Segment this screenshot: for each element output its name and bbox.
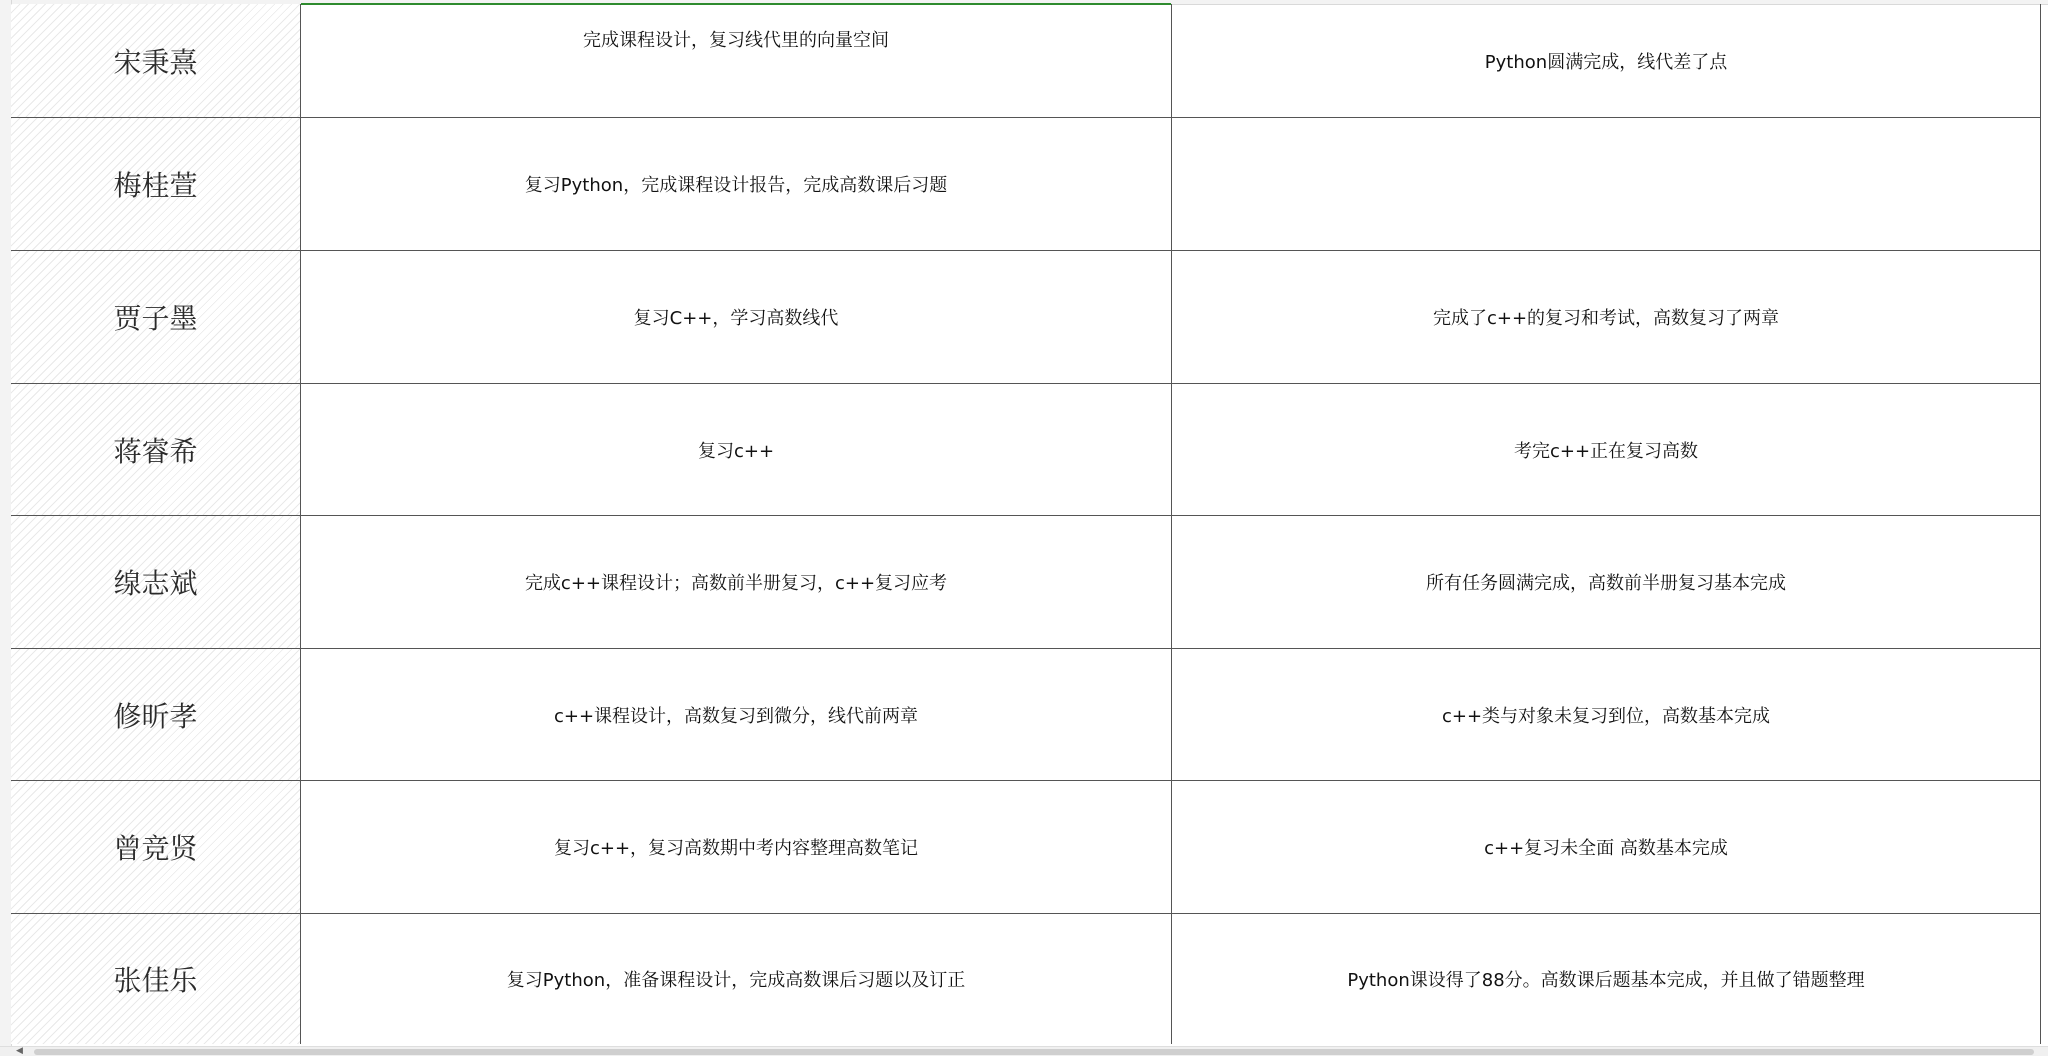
- chevron-left-icon[interactable]: ◀: [16, 1046, 23, 1056]
- table-row: [11, 649, 2041, 781]
- result-cell[interactable]: 完成了c++的复习和考试，高数复习了两章: [1172, 251, 2041, 383]
- plan-cell[interactable]: 完成课程设计，复习线代里的向量空间: [301, 4, 1172, 117]
- result-cell[interactable]: Python圆满完成，线代差了点: [1172, 4, 2041, 117]
- name-cell[interactable]: 缐志斌: [11, 516, 301, 648]
- table-row: [11, 384, 2041, 516]
- plan-cell[interactable]: 复习Python，完成课程设计报告，完成高数课后习题: [301, 118, 1172, 250]
- name-cell[interactable]: 梅桂萱: [11, 118, 301, 250]
- cell-grid: [11, 4, 2041, 1044]
- plan-cell[interactable]: 复习C++，学习高数线代: [301, 251, 1172, 383]
- name-cell[interactable]: 张佳乐: [11, 914, 301, 1044]
- result-cell[interactable]: [1172, 118, 2041, 250]
- name-cell[interactable]: 宋秉熹: [11, 4, 301, 117]
- plan-cell[interactable]: 复习Python，准备课程设计，完成高数课后习题以及订正: [301, 914, 1172, 1044]
- result-cell[interactable]: Python课设得了88分。高数课后题基本完成，并且做了错题整理: [1172, 914, 2041, 1044]
- plan-cell[interactable]: 复习c++: [301, 384, 1172, 515]
- name-cell[interactable]: 修昕孝: [11, 649, 301, 780]
- plan-cell[interactable]: c++课程设计，高数复习到微分，线代前两章: [301, 649, 1172, 780]
- active-cell-indicator: [301, 3, 1171, 5]
- plan-cell[interactable]: 复习c++，复习高数期中考内容整理高数笔记: [301, 781, 1172, 913]
- plan-cell[interactable]: 完成c++课程设计；高数前半册复习，c++复习应考: [301, 516, 1172, 648]
- scrollbar-thumb[interactable]: [34, 1049, 2034, 1055]
- table-row: [11, 251, 2041, 384]
- name-cell[interactable]: 曾竞贤: [11, 781, 301, 913]
- table-row: [11, 781, 2041, 914]
- result-cell[interactable]: 所有任务圆满完成，高数前半册复习基本完成: [1172, 516, 2041, 648]
- result-cell[interactable]: c++类与对象未复习到位，高数基本完成: [1172, 649, 2041, 780]
- result-cell[interactable]: 考完c++正在复习高数: [1172, 384, 2041, 515]
- table-row: [11, 4, 2041, 118]
- table-row: [11, 118, 2041, 251]
- name-cell[interactable]: 蒋睿希: [11, 384, 301, 515]
- result-cell[interactable]: c++复习未全面 高数基本完成: [1172, 781, 2041, 913]
- table-row: [11, 516, 2041, 649]
- table-row: [11, 914, 2041, 1044]
- name-cell[interactable]: 贾子墨: [11, 251, 301, 383]
